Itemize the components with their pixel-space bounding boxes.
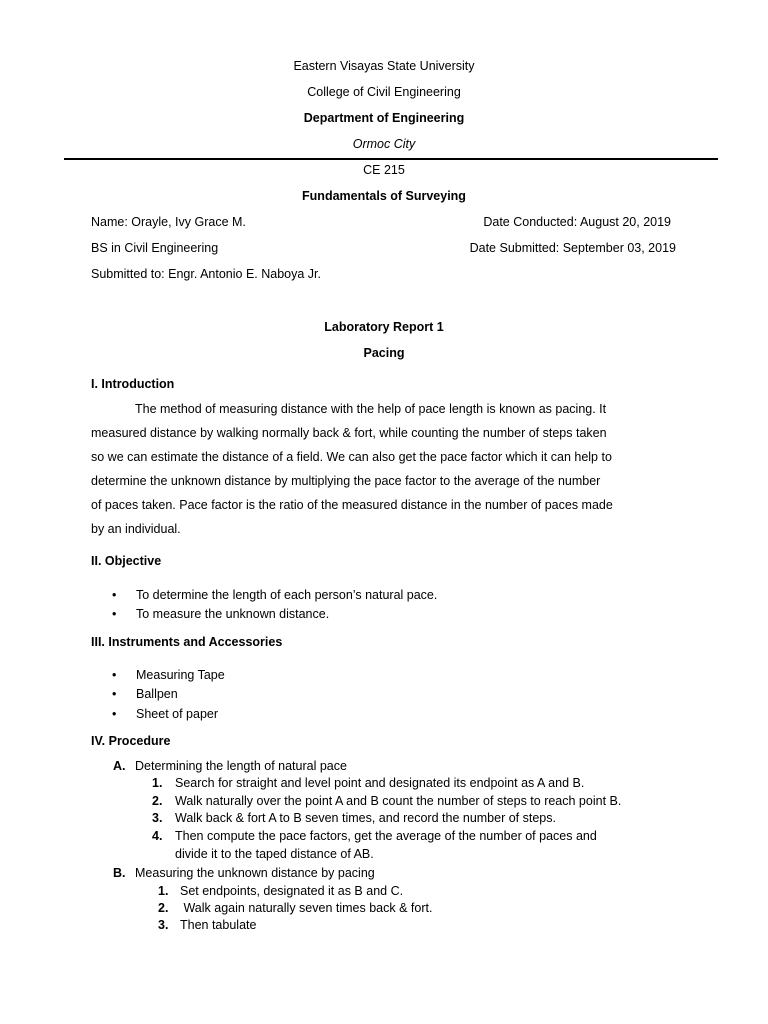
step-text: Walk again naturally seven times back & fort. xyxy=(180,901,433,915)
step-text: Set endpoints, designated it as B and C. xyxy=(180,884,404,898)
header-divider xyxy=(64,158,718,160)
objective-heading: II. Objective xyxy=(91,554,162,568)
step-number: 3. xyxy=(152,811,163,825)
step-text-continuation: divide it to the taped distance of AB. xyxy=(175,847,374,861)
objective-item: • To determine the length of each person’s natural pace. xyxy=(136,588,437,602)
procedure-section-title: Determining the length of natural pace xyxy=(135,759,347,773)
step-text: Then tabulate xyxy=(180,918,257,932)
procedure-section-title: Measuring the unknown distance by pacing xyxy=(135,866,375,880)
date-conducted: Date Conducted: August 20, 2019 xyxy=(483,215,671,229)
procedure-heading: IV. Procedure xyxy=(91,734,171,748)
instrument-item: • Ballpen xyxy=(136,687,178,701)
step-number: 1. xyxy=(152,776,163,790)
step-number: 3. xyxy=(158,918,169,932)
introduction-heading: I. Introduction xyxy=(91,377,175,391)
step-number: 2. xyxy=(158,901,169,915)
report-title: Laboratory Report 1 xyxy=(324,320,444,334)
step-number: 4. xyxy=(152,829,163,843)
step-number: 2. xyxy=(152,794,163,808)
course-title: Fundamentals of Surveying xyxy=(302,189,466,203)
program: BS in Civil Engineering xyxy=(91,241,219,255)
step-text: Walk naturally over the point A and B count the number of steps to reach point B. xyxy=(175,794,622,808)
report-subtitle: Pacing xyxy=(363,346,405,360)
city-name: Ormoc City xyxy=(352,137,416,151)
step-text: Walk back & fort A to B seven times, and record the number of steps. xyxy=(175,811,556,825)
department-name: Department of Engineering xyxy=(303,111,465,125)
step-text: Search for straight and level point and designated its endpoint as A and B. xyxy=(175,776,585,790)
date-submitted: Date Submitted: September 03, 2019 xyxy=(469,241,676,255)
college-name: College of Civil Engineering xyxy=(307,85,461,99)
instrument-item: • Measuring Tape xyxy=(136,668,225,682)
instruments-heading: III. Instruments and Accessories xyxy=(91,635,283,649)
introduction-line: so we can estimate the distance of a field. We can also get the pace factor which it can help to xyxy=(91,450,612,464)
procedure-section-letter: A. xyxy=(113,759,126,773)
submitted-to: Submitted to: Engr. Antonio E. Naboya Jr. xyxy=(91,267,321,281)
step-text: Then compute the pace factors, get the average of the number of paces and xyxy=(175,829,597,843)
introduction-line: by an individual. xyxy=(91,522,181,536)
step-number: 1. xyxy=(158,884,169,898)
procedure-section-letter: B. xyxy=(113,866,126,880)
introduction-line: of paces taken. Pace factor is the ratio of the measured distance in the number of paces made xyxy=(91,498,613,512)
course-code: CE 215 xyxy=(363,163,405,177)
introduction-line: The method of measuring distance with the help of pace length is known as pacing. It xyxy=(135,402,607,416)
university-name: Eastern Visayas State University xyxy=(293,59,475,73)
instrument-item: • Sheet of paper xyxy=(136,707,218,721)
introduction-line: determine the unknown distance by multiplying the pace factor to the average of the number xyxy=(91,474,601,488)
objective-item: • To measure the unknown distance. xyxy=(136,607,329,621)
student-name: Name: Orayle, Ivy Grace M. xyxy=(91,215,246,229)
introduction-line: measured distance by walking normally back & fort, while counting the number of steps taken xyxy=(91,426,607,440)
